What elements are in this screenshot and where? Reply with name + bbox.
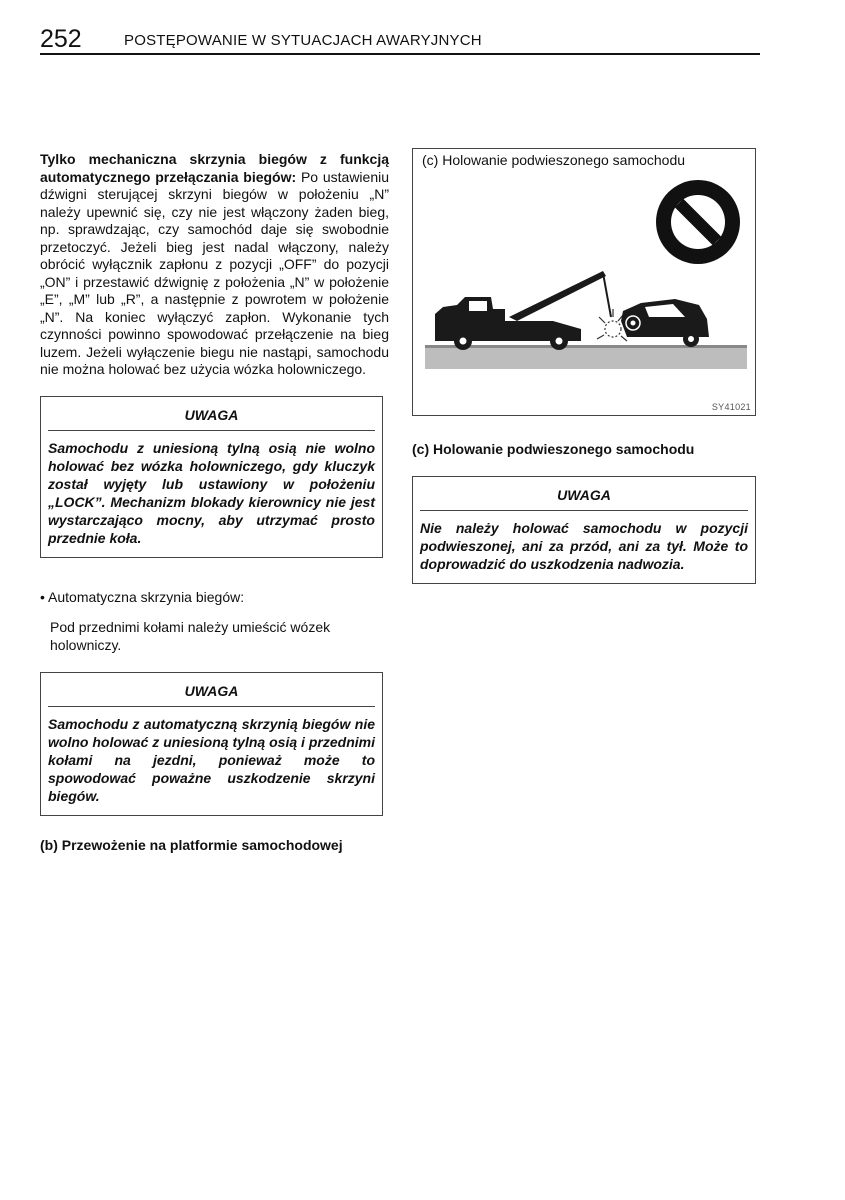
warning-divider: [48, 430, 375, 431]
subheading-b: (b) Przewożenie na platformie samochodowej: [40, 836, 343, 853]
warning-divider: [48, 706, 375, 707]
bullet-automatic-transmission: • Automatyczna skrzynia biegów:: [40, 588, 245, 605]
prohibition-icon: [656, 180, 740, 264]
figure-caption: (c) Holowanie podwieszonego samochodu: [422, 152, 686, 168]
towed-car-icon: [621, 299, 709, 347]
warning-text: Nie należy holować samochodu w pozycji podwieszonej, ani za przód, ani za tył. Może to doprowadzić do uszkodzenia nadwozia.: [420, 520, 748, 572]
warning-box-2: [40, 672, 383, 816]
warning-text: Samochodu z automatyczną skrzynią biegów nie wolno holować z uniesioną tylną osią i przednimi kołami na jezdni, ponieważ może to spowodować poważne uszkodzenie skrzyni biegów.: [48, 715, 375, 804]
page-number: 252: [40, 25, 82, 53]
section-title: POSTĘPOWANIE W SYTUACJACH AWARYJNYCH: [124, 32, 482, 49]
intro-heading: Tylko mechaniczna skrzynia biegów z funkcją automatycznego przełączania biegów:: [40, 151, 389, 185]
figure-code: SY41021: [711, 402, 751, 412]
warning-title: UWAGA: [557, 487, 611, 503]
left-column: [40, 151, 389, 854]
intro-paragraph: [40, 151, 389, 379]
bullet-body: Pod przednimi kołami należy umieścić wózek holowniczy.: [50, 618, 331, 653]
warning-box-1: [40, 396, 383, 558]
warning-title: UWAGA: [184, 406, 239, 423]
page-header: [40, 24, 760, 54]
warning-divider: [420, 510, 748, 511]
towing-figure: [412, 148, 756, 416]
warning-title: UWAGA: [184, 682, 239, 699]
subheading-c: (c) Holowanie podwieszonego samochodu: [412, 441, 695, 457]
warning-box-3: [412, 476, 756, 584]
towing-illustration: [413, 149, 755, 415]
tow-truck-icon: [435, 271, 611, 350]
road: [425, 347, 747, 369]
warning-text: Samochodu z uniesioną tylną osią nie wolno holować bez wózka holowniczego, gdy kluczyk został wyjęty lub ustawiony w położeniu „LOCK”. Mechanizm blokady kierownicy nie jest wystarczająco mocny, aby utrzymać prosto przednie koła.: [48, 439, 375, 546]
header-divider: [40, 53, 760, 55]
intro-body: Po ustawieniu dźwigni sterującej skrzyni biegów w położeniu „N” należy upewnić się, czy nie jest włączony żaden bieg, np. sprawdzając, czy samochód daje się swobodnie przetoczyć. Jeżeli bieg jest nadal włączony, należy obrócić wyłącznik zapłonu z pozycji „OFF” do pozycji „ON” i przestawić dźwignię z położenia „N” w położenie „E”, „M” lub „R”, a następnie z powrotem w położenie „N”. Na koniec wyłączyć zapłon. Wykonanie tych czynności powinno spowodować przełączenie na bieg luzem. Jeżeli wyłączenie biegu nie nastąpi, samochodu nie można holować bez użycia wózka holowniczego.: [40, 168, 390, 377]
right-column: [412, 148, 756, 584]
